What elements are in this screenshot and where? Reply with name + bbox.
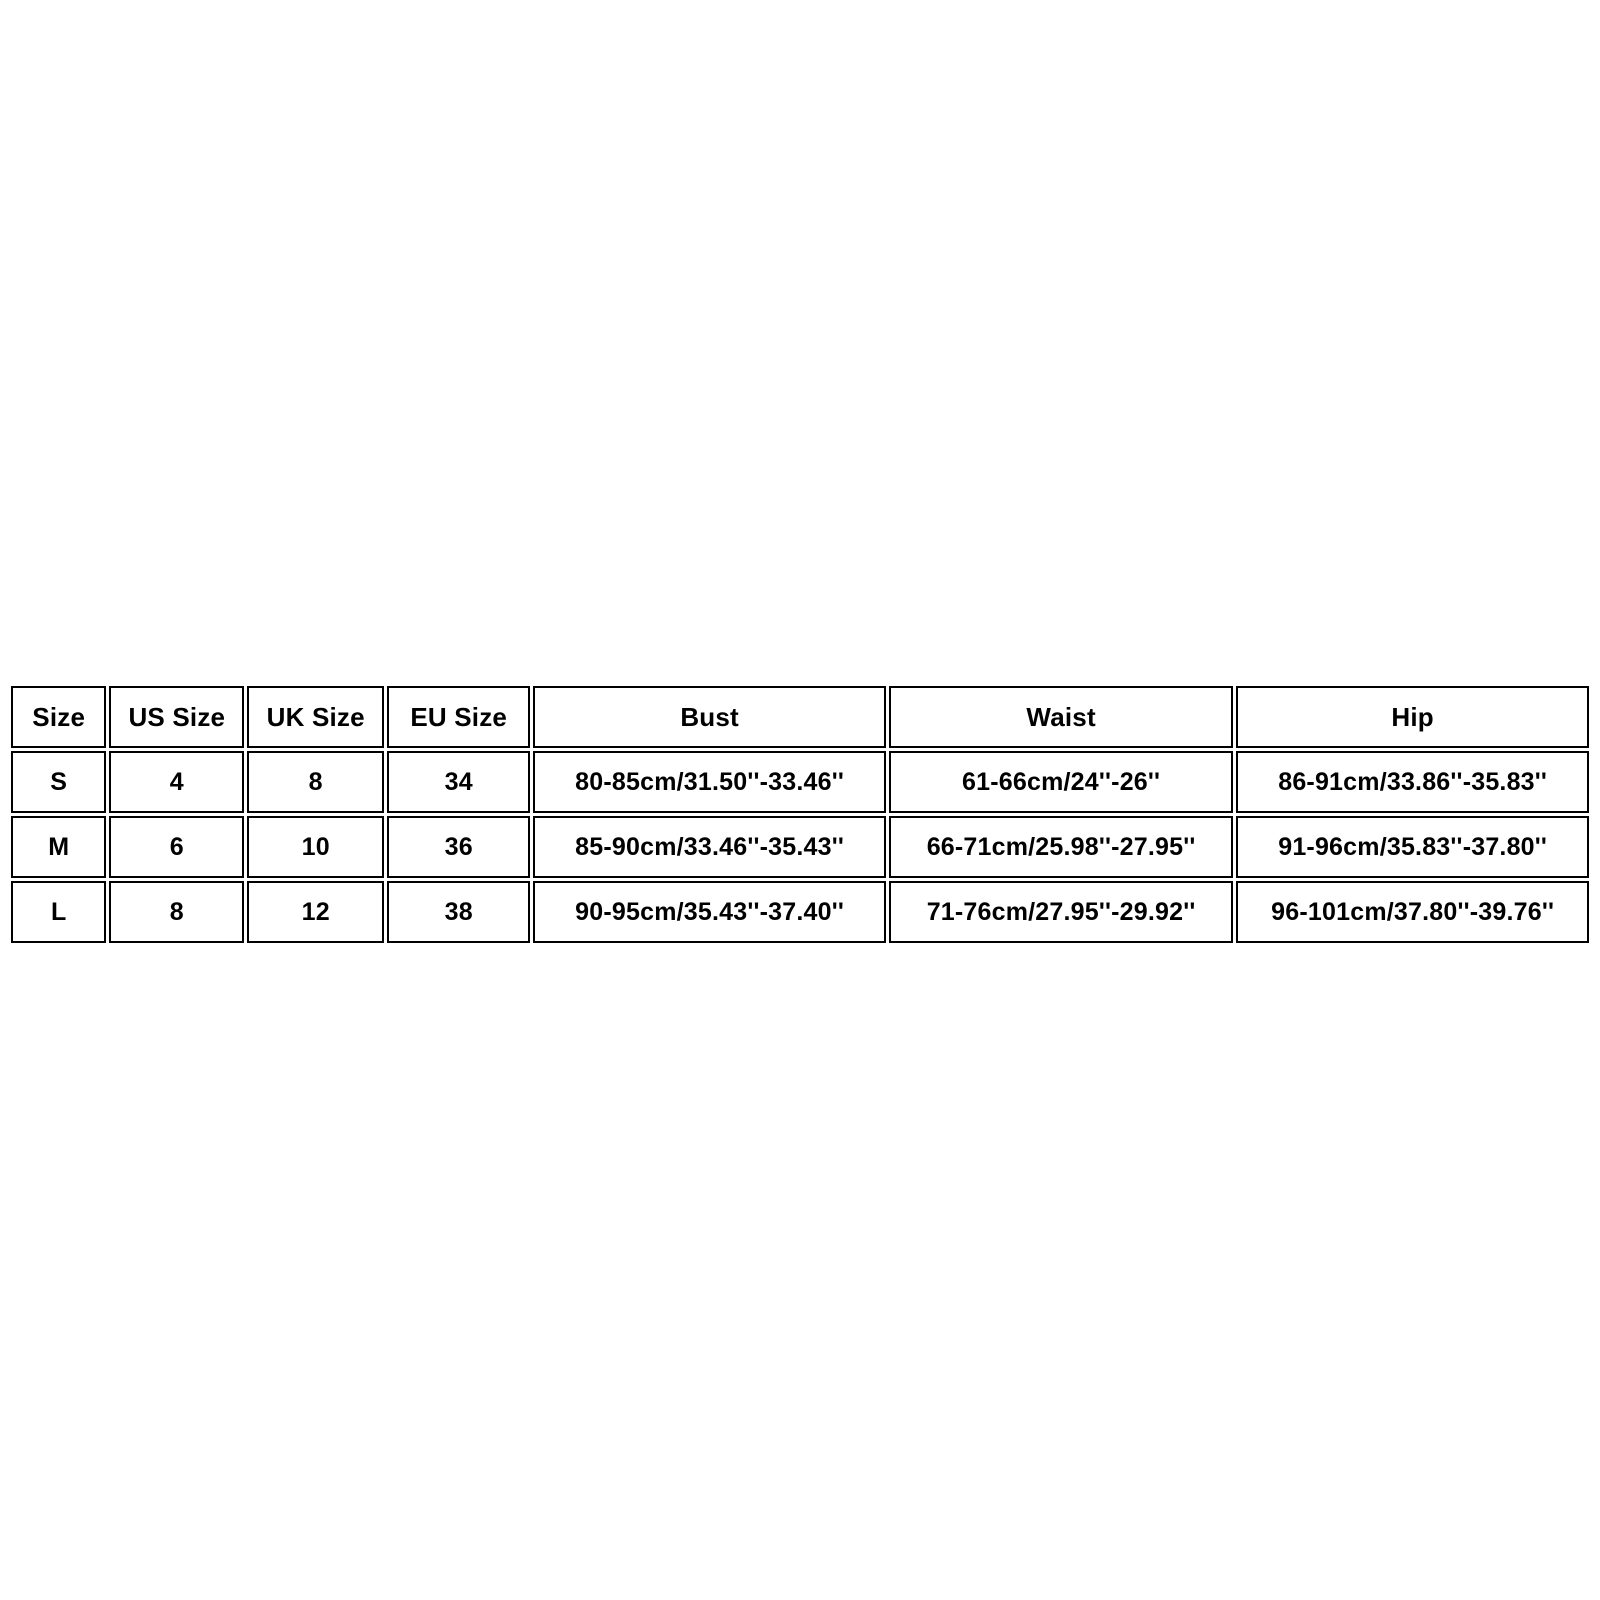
table-row <box>11 816 1589 878</box>
cell-size: S <box>11 751 106 813</box>
cell-hip: 91-96cm/35.83''-37.80'' <box>1236 816 1589 878</box>
cell-uk-size: 10 <box>247 816 384 878</box>
size-chart-container <box>8 683 1592 946</box>
cell-waist: 71-76cm/27.95''-29.92'' <box>889 881 1233 943</box>
cell-us-size: 6 <box>109 816 244 878</box>
table-row <box>11 881 1589 943</box>
cell-eu-size: 36 <box>387 816 530 878</box>
size-chart-table <box>8 683 1592 946</box>
cell-hip: 86-91cm/33.86''-35.83'' <box>1236 751 1589 813</box>
cell-bust: 90-95cm/35.43''-37.40'' <box>533 881 886 943</box>
size-chart-body <box>11 751 1589 943</box>
column-header-us-size: US Size <box>109 686 244 748</box>
cell-eu-size: 38 <box>387 881 530 943</box>
cell-waist: 66-71cm/25.98''-27.95'' <box>889 816 1233 878</box>
table-header-row <box>11 686 1589 748</box>
cell-bust: 80-85cm/31.50''-33.46'' <box>533 751 886 813</box>
cell-waist: 61-66cm/24''-26'' <box>889 751 1233 813</box>
cell-size: M <box>11 816 106 878</box>
size-chart-header <box>11 686 1589 748</box>
column-header-bust: Bust <box>533 686 886 748</box>
table-row <box>11 751 1589 813</box>
cell-eu-size: 34 <box>387 751 530 813</box>
cell-us-size: 8 <box>109 881 244 943</box>
cell-us-size: 4 <box>109 751 244 813</box>
column-header-eu-size: EU Size <box>387 686 530 748</box>
cell-hip: 96-101cm/37.80''-39.76'' <box>1236 881 1589 943</box>
column-header-size: Size <box>11 686 106 748</box>
column-header-uk-size: UK Size <box>247 686 384 748</box>
cell-uk-size: 12 <box>247 881 384 943</box>
column-header-hip: Hip <box>1236 686 1589 748</box>
cell-uk-size: 8 <box>247 751 384 813</box>
cell-size: L <box>11 881 106 943</box>
cell-bust: 85-90cm/33.46''-35.43'' <box>533 816 886 878</box>
column-header-waist: Waist <box>889 686 1233 748</box>
